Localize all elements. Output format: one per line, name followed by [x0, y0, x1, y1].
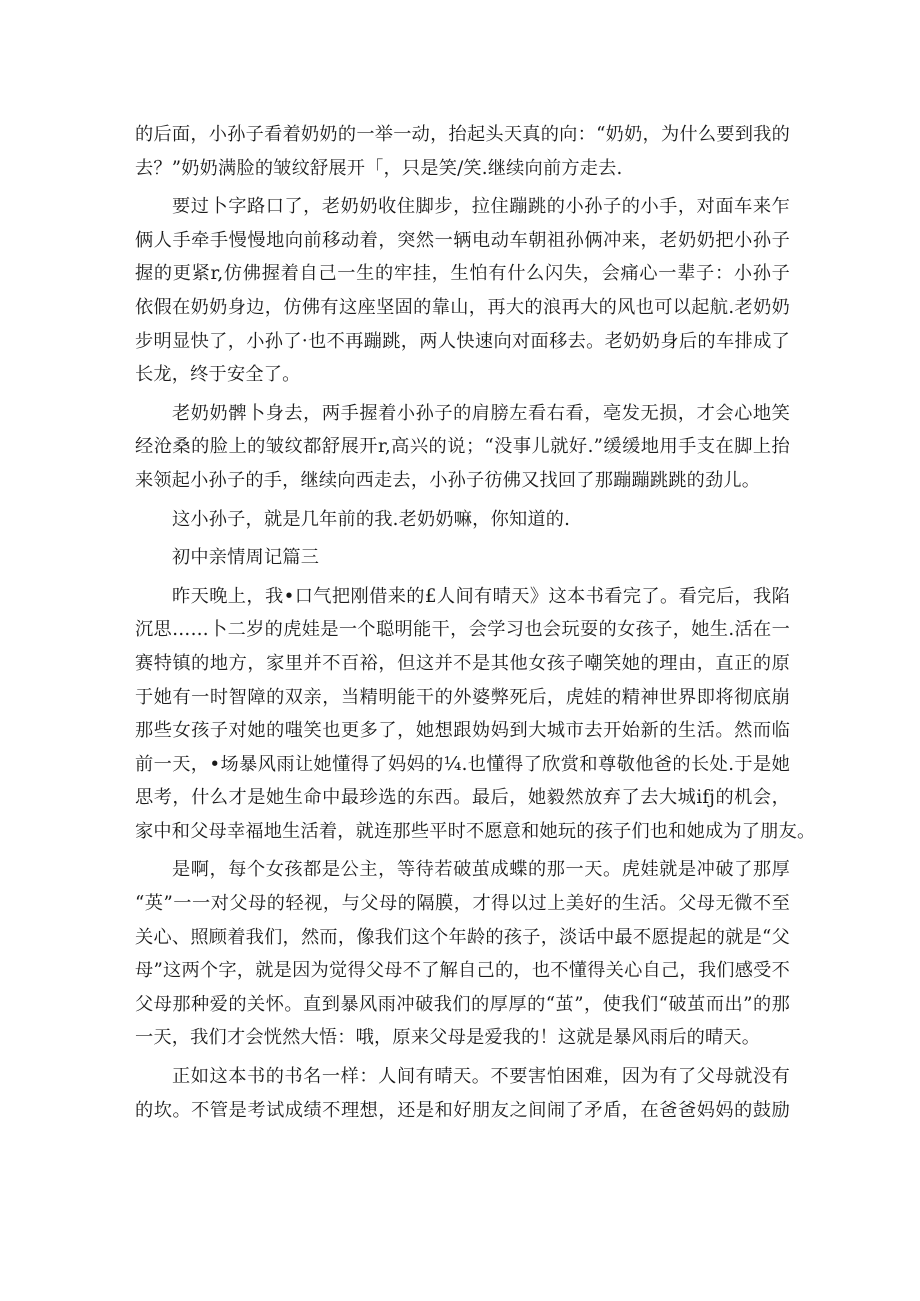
- paragraph-6-line-2: 沉思……卜二岁的虎娃是一个聪明能干，会学习也会玩耍的女孩子，她生.活在一: [135, 619, 790, 641]
- paragraph-6-line-5: 那些女孩子对她的嗤笑也更多了，她想跟妫妈到大城市去开始新的生活。然而临: [135, 720, 790, 742]
- paragraph-6-line-6: 前一天，•场暴风雨让她懂得了妈妈的¼.也懂得了欣赏和尊敬他爸的长处.于是她: [135, 753, 790, 775]
- paragraph-7-line-3: 关心、照顾着我们，然而，像我们这个年龄的孩子，淡话中最不愿提起的就是“父: [135, 926, 790, 948]
- paragraph-3-line-2: 经沧桑的脸上的皱纹都舒展开r,高兴的说；“没事儿就好.”缓缓地用手支在脚上抬: [135, 436, 790, 458]
- paragraph-1-line-2: 去？”奶奶满脸的皱纹舒展开「，只是笑/笑.继续向前方走去.: [135, 157, 623, 179]
- paragraph-6-line-1: 昨天晚上，我•口气把刚借来的£人间有晴天》这本书看完了。看完后，我陷: [172, 585, 790, 607]
- paragraph-2-line-3: 握的更紧r,仿佛握着自己一生的牢挂，生怕有什么闪失，会痛心一辈子：小孙子: [135, 263, 790, 285]
- paragraph-7-line-2: “英”一一对父母的轻视，与父母的隔膜，才得以过上美好的生活。父母无微不至: [135, 893, 790, 915]
- paragraph-1-line-1: 的后面，小孙子看着奶奶的一举一动，抬起头天真的向：“奶奶，为什么要到我的: [135, 124, 790, 145]
- paragraph-7-line-6: 一天，我们才会恍然大悟：哦，原来父母是爱我的！这就是暴风雨后的晴天。: [135, 1027, 761, 1049]
- paragraph-2-line-4: 依假在奶奶身边，仿佛有这座坚固的靠山，再大的浪再大的风也可以起航.老奶奶: [135, 296, 790, 318]
- paragraph-7-line-4: 母”这两个字，就是因为觉得父母不了解自己的，也不懂得关心自己，我们感受不: [135, 960, 790, 982]
- paragraph-7-line-1: 是啊，每个女孩都是公主，等待若破茧成蝶的那一天。虎娃就是冲破了那厚: [172, 859, 790, 881]
- paragraph-2-line-2: 俩人手牵手慢慢地向前移动着，突然一辆电动车朝祖孙俩冲来，老奶奶把小孙子: [135, 229, 790, 251]
- paragraph-2-line-6: 长龙，终于安全了。: [135, 364, 301, 386]
- paragraph-8-line-1: 正如这本书的书名一样：人间有晴天。不要害怕困难，因为有了父母就没有: [172, 1066, 790, 1088]
- paragraph-6-line-7: 思考，什么才是她生命中最珍选的东西。最后，她毅然放弃了去大城ifj的机会，: [135, 787, 790, 809]
- paragraph-3-line-1: 老奶奶髀卜身去，两手握着小孙子的肩膀左看右看，亳发无损，才会心地笑: [172, 402, 790, 424]
- paragraph-2-line-1: 要过卜字路口了，老奶奶收住脚步，拉住蹦跳的小孙子的小手，对面车来乍: [172, 196, 790, 218]
- paragraph-2-line-5: 步明显快了，小孙了·也不再蹦跳，两人快速向对面移去。老奶奶身后的车排成了: [135, 330, 790, 352]
- paragraph-6-line-8: 家中和父母幸福地生活着，就连那些平时不愿意和她玩的孩子们也和她成为了朋友。: [135, 820, 816, 842]
- paragraph-4-line-1: 这小孙子，就是几年前的我.老奶奶嘛，你知道的.: [172, 508, 571, 530]
- paragraph-3-line-3: 来领起小孙子的手，继续向西走去，小孙子彷佛又找回了那蹦蹦跳跳的劲儿。: [135, 469, 761, 491]
- paragraph-6-line-4: 于她有一时智障的双亲，当精明能干的外婆弊死后，虎娃的精神世界即将彻底崩: [135, 686, 790, 708]
- paragraph-7-line-5: 父母那种爱的关怀。直到暴风雨冲破我们的厚厚的“茧”，使我们“破茧而出”的那: [135, 993, 790, 1015]
- paragraph-8-line-2: 的坎。不管是考试成绩不理想，还是和好朋友之间闹了矛盾，在爸爸妈妈的鼓励: [135, 1099, 790, 1121]
- section-heading: 初中亲情周记篇三: [172, 547, 320, 569]
- paragraph-6-line-3: 赛特镇的地方，家里并不百裕，但这并不是其他女孩子嘲笑她的理由，直正的原: [135, 652, 790, 674]
- document-body: [135, 118, 816, 1127]
